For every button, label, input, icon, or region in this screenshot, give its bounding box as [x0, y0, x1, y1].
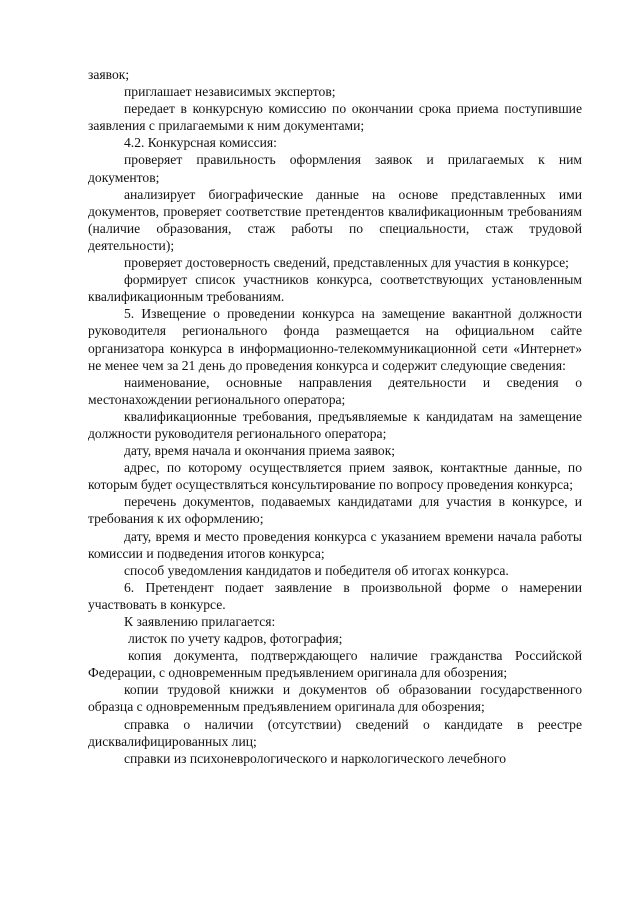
- paragraph: проверяет правильность оформления заявок и прилагаемых к ним документов;: [88, 152, 582, 185]
- paragraph: 6. Претендент подает заявление в произвольной форме о намерении участвовать в конкурсе.: [88, 579, 582, 612]
- paragraph: справки из психоневрологического и наркологического лечебного: [124, 750, 506, 766]
- document-page: [88, 66, 582, 767]
- paragraph: справка о наличии (отсутствии) сведений о кандидате в реестре дисквалифицированных лиц;: [88, 716, 582, 749]
- paragraph: 4.2. Конкурсная комиссия:: [124, 135, 277, 151]
- paragraph: формирует список участников конкурса, соответствующих установленным квалификационным требованиям.: [88, 272, 582, 305]
- paragraph: К заявлению прилагается:: [124, 614, 276, 629]
- paragraph: заявок;: [88, 67, 130, 82]
- paragraph: перечень документов, подаваемых кандидатами для участия в конкурсе, и требования к их оформлению;: [88, 494, 582, 527]
- paragraph: адрес, по которому осуществляется прием заявок, контактные данные, по которым будет осуществляться консультирование по вопросу проведения конкурса;: [88, 460, 582, 493]
- paragraph: способ уведомления кандидатов и победителя об итогах конкурса.: [124, 562, 509, 578]
- paragraph: передает в конкурсную комиссию по окончании срока приема поступившие заявления с прилагаемыми к ним документами;: [88, 101, 582, 134]
- paragraph: дату, время начала и окончания приема заявок;: [124, 443, 396, 459]
- paragraph: дату, время и место проведения конкурса с указанием времени начала работы комиссии и подведения итогов конкурса;: [88, 528, 582, 561]
- paragraph: квалификационные требования, предъявляемые к кандидатам на замещение должности руководителя регионального оператора;: [88, 408, 582, 441]
- paragraph: приглашает независимых экспертов;: [124, 84, 336, 100]
- paragraph: наименование, основные направления деятельности и сведения о местонахождении регионального оператора;: [88, 374, 582, 407]
- paragraph: 5. Извещение о проведении конкурса на замещение вакантной должности руководителя регионального фонда размещается на официальном сайте организатора конкурса в информационно-телекоммуникационной сети «Интернет» не менее чем за 21 день до проведения конкурса и содержит следующие сведения:: [88, 306, 582, 373]
- paragraph: анализирует биографические данные на основе представленных ими документов, проверяет соответствие претендентов квалификационным требованиям (наличие образования, стаж работы по специальности, стаж трудовой деятельности);: [88, 186, 582, 253]
- paragraph: листок по учету кадров, фотография;: [128, 631, 343, 647]
- paragraph: копия документа, подтверждающего наличие гражданства Российской Федерации, с одновременным предъявлением оригинала для обозрения;: [88, 648, 582, 681]
- paragraph: проверяет достоверность сведений, представленных для участия в конкурсе;: [124, 255, 569, 271]
- paragraph: копии трудовой книжки и документов об образовании государственного образца с одновременным предъявлением оригинала для обозрения;: [88, 682, 582, 715]
